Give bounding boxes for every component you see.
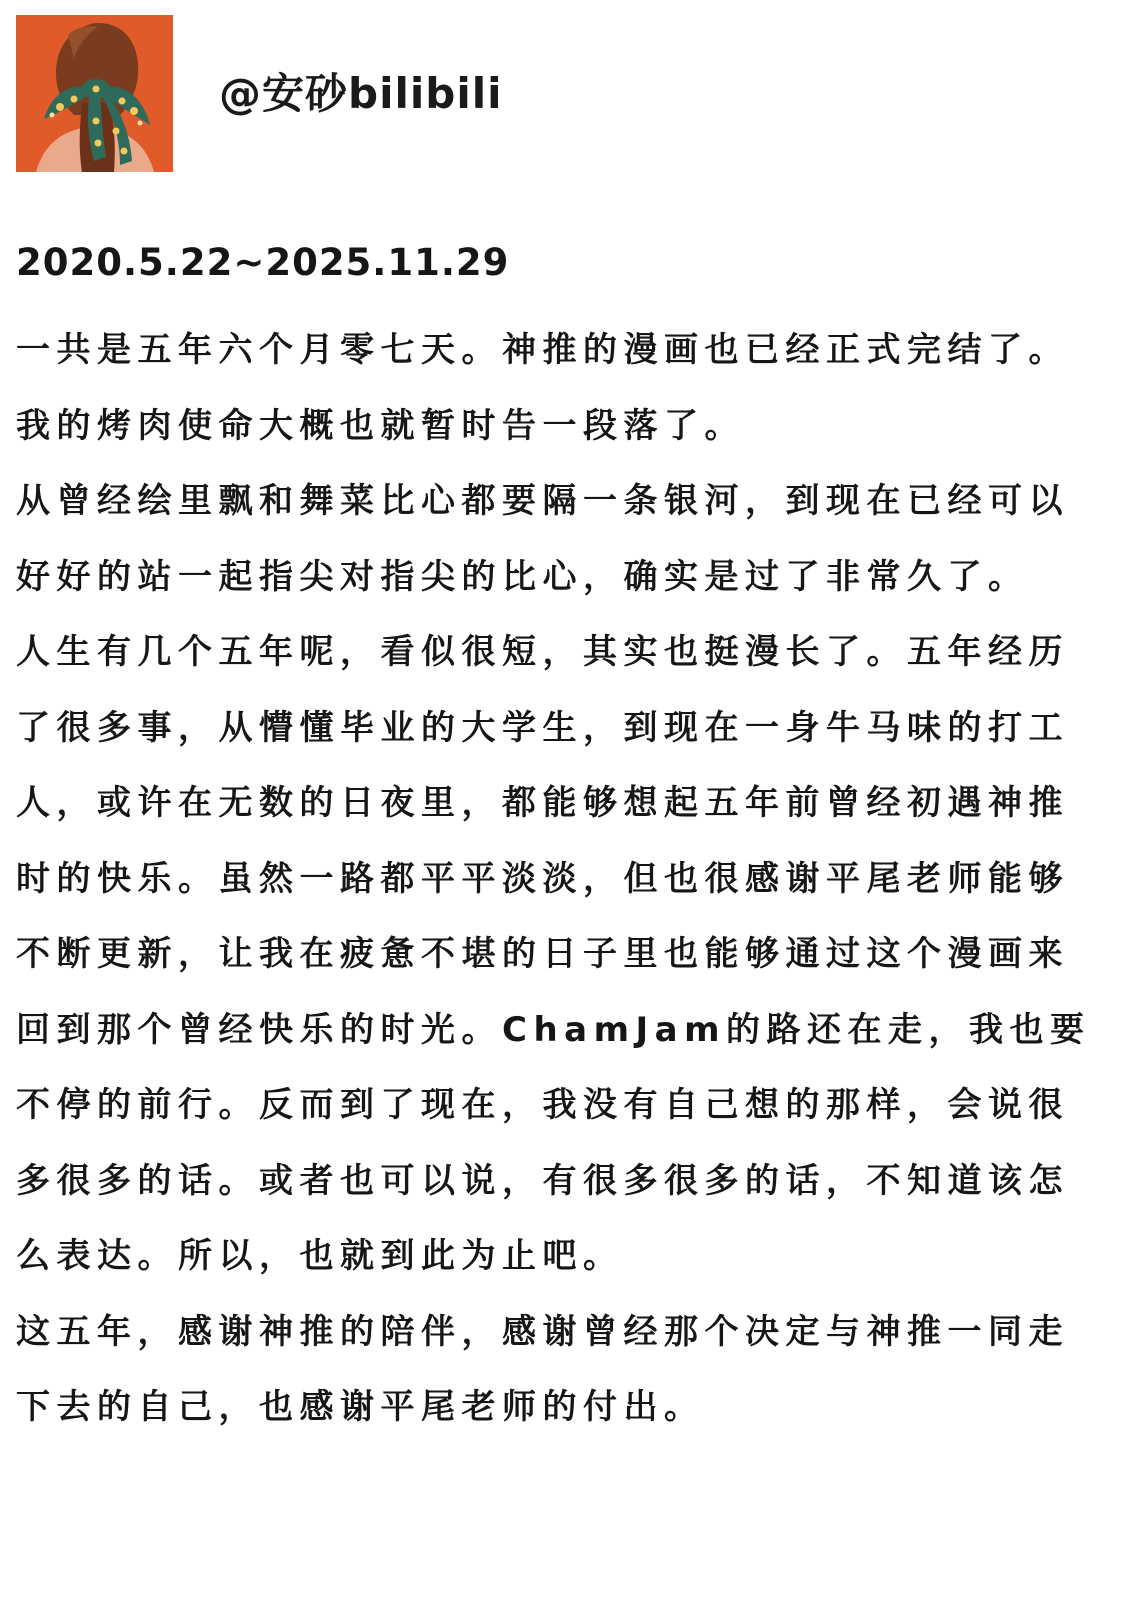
paragraph-4 bbox=[16, 1295, 1106, 1446]
text-line: 好好的站一起指尖对指尖的比心，确实是过了非常久了。 bbox=[16, 556, 1029, 597]
post-header bbox=[16, 15, 1106, 173]
avatar-girl-with-scarf-icon bbox=[16, 15, 173, 172]
text-line: 人生有几个五年呢，看似很短，其实也挺漫长了。五年经历 bbox=[16, 632, 1069, 672]
text-line: 多很多的话。或者也可以说，有很多很多的话，不知道该怎 bbox=[16, 1160, 1069, 1201]
paragraph-1 bbox=[16, 313, 1106, 464]
text-line: 不停的前行。反而到了现在，我没有自己想的那样，会说很 bbox=[16, 1085, 1069, 1125]
avatar[interactable] bbox=[16, 15, 173, 172]
paragraph-3 bbox=[16, 615, 1106, 1295]
date-range: 2020.5.22~2025.11.29 bbox=[16, 241, 510, 284]
text-line: 从曾经绘里飘和舞菜比心都要隔一条银河，到现在已经可以 bbox=[16, 481, 1069, 521]
username[interactable]: @安砂bilibili bbox=[219, 69, 503, 118]
text-line: 下去的自己，也感谢平尾老师的付出。 bbox=[16, 1387, 705, 1427]
text-line: 这五年，感谢神推的陪伴，感谢曾经那个决定与神推一同走 bbox=[16, 1311, 1069, 1352]
paragraph-2 bbox=[16, 464, 1106, 615]
text-line: 么表达。所以，也就到此为止吧。 bbox=[16, 1236, 624, 1276]
post-body bbox=[16, 236, 1106, 1446]
text-line: 我的烤肉使命大概也就暂时告一段落了。 bbox=[16, 405, 745, 446]
text-line: 回到那个曾经快乐的时光。ChamJam的路还在走，我也要 bbox=[16, 1009, 1091, 1050]
text-line: 一共是五年六个月零七天。神推的漫画也已经正式完结了。 bbox=[16, 330, 1069, 370]
text-line: 了很多事，从懵懂毕业的大学生，到现在一身牛马味的打工 bbox=[16, 707, 1069, 748]
text-line: 人，或许在无数的日夜里，都能够想起五年前曾经初遇神推 bbox=[16, 783, 1069, 823]
text-line: 时的快乐。虽然一路都平平淡淡，但也很感谢平尾老师能够 bbox=[16, 858, 1069, 899]
text-line: 不断更新，让我在疲惫不堪的日子里也能够通过这个漫画来 bbox=[16, 934, 1069, 974]
